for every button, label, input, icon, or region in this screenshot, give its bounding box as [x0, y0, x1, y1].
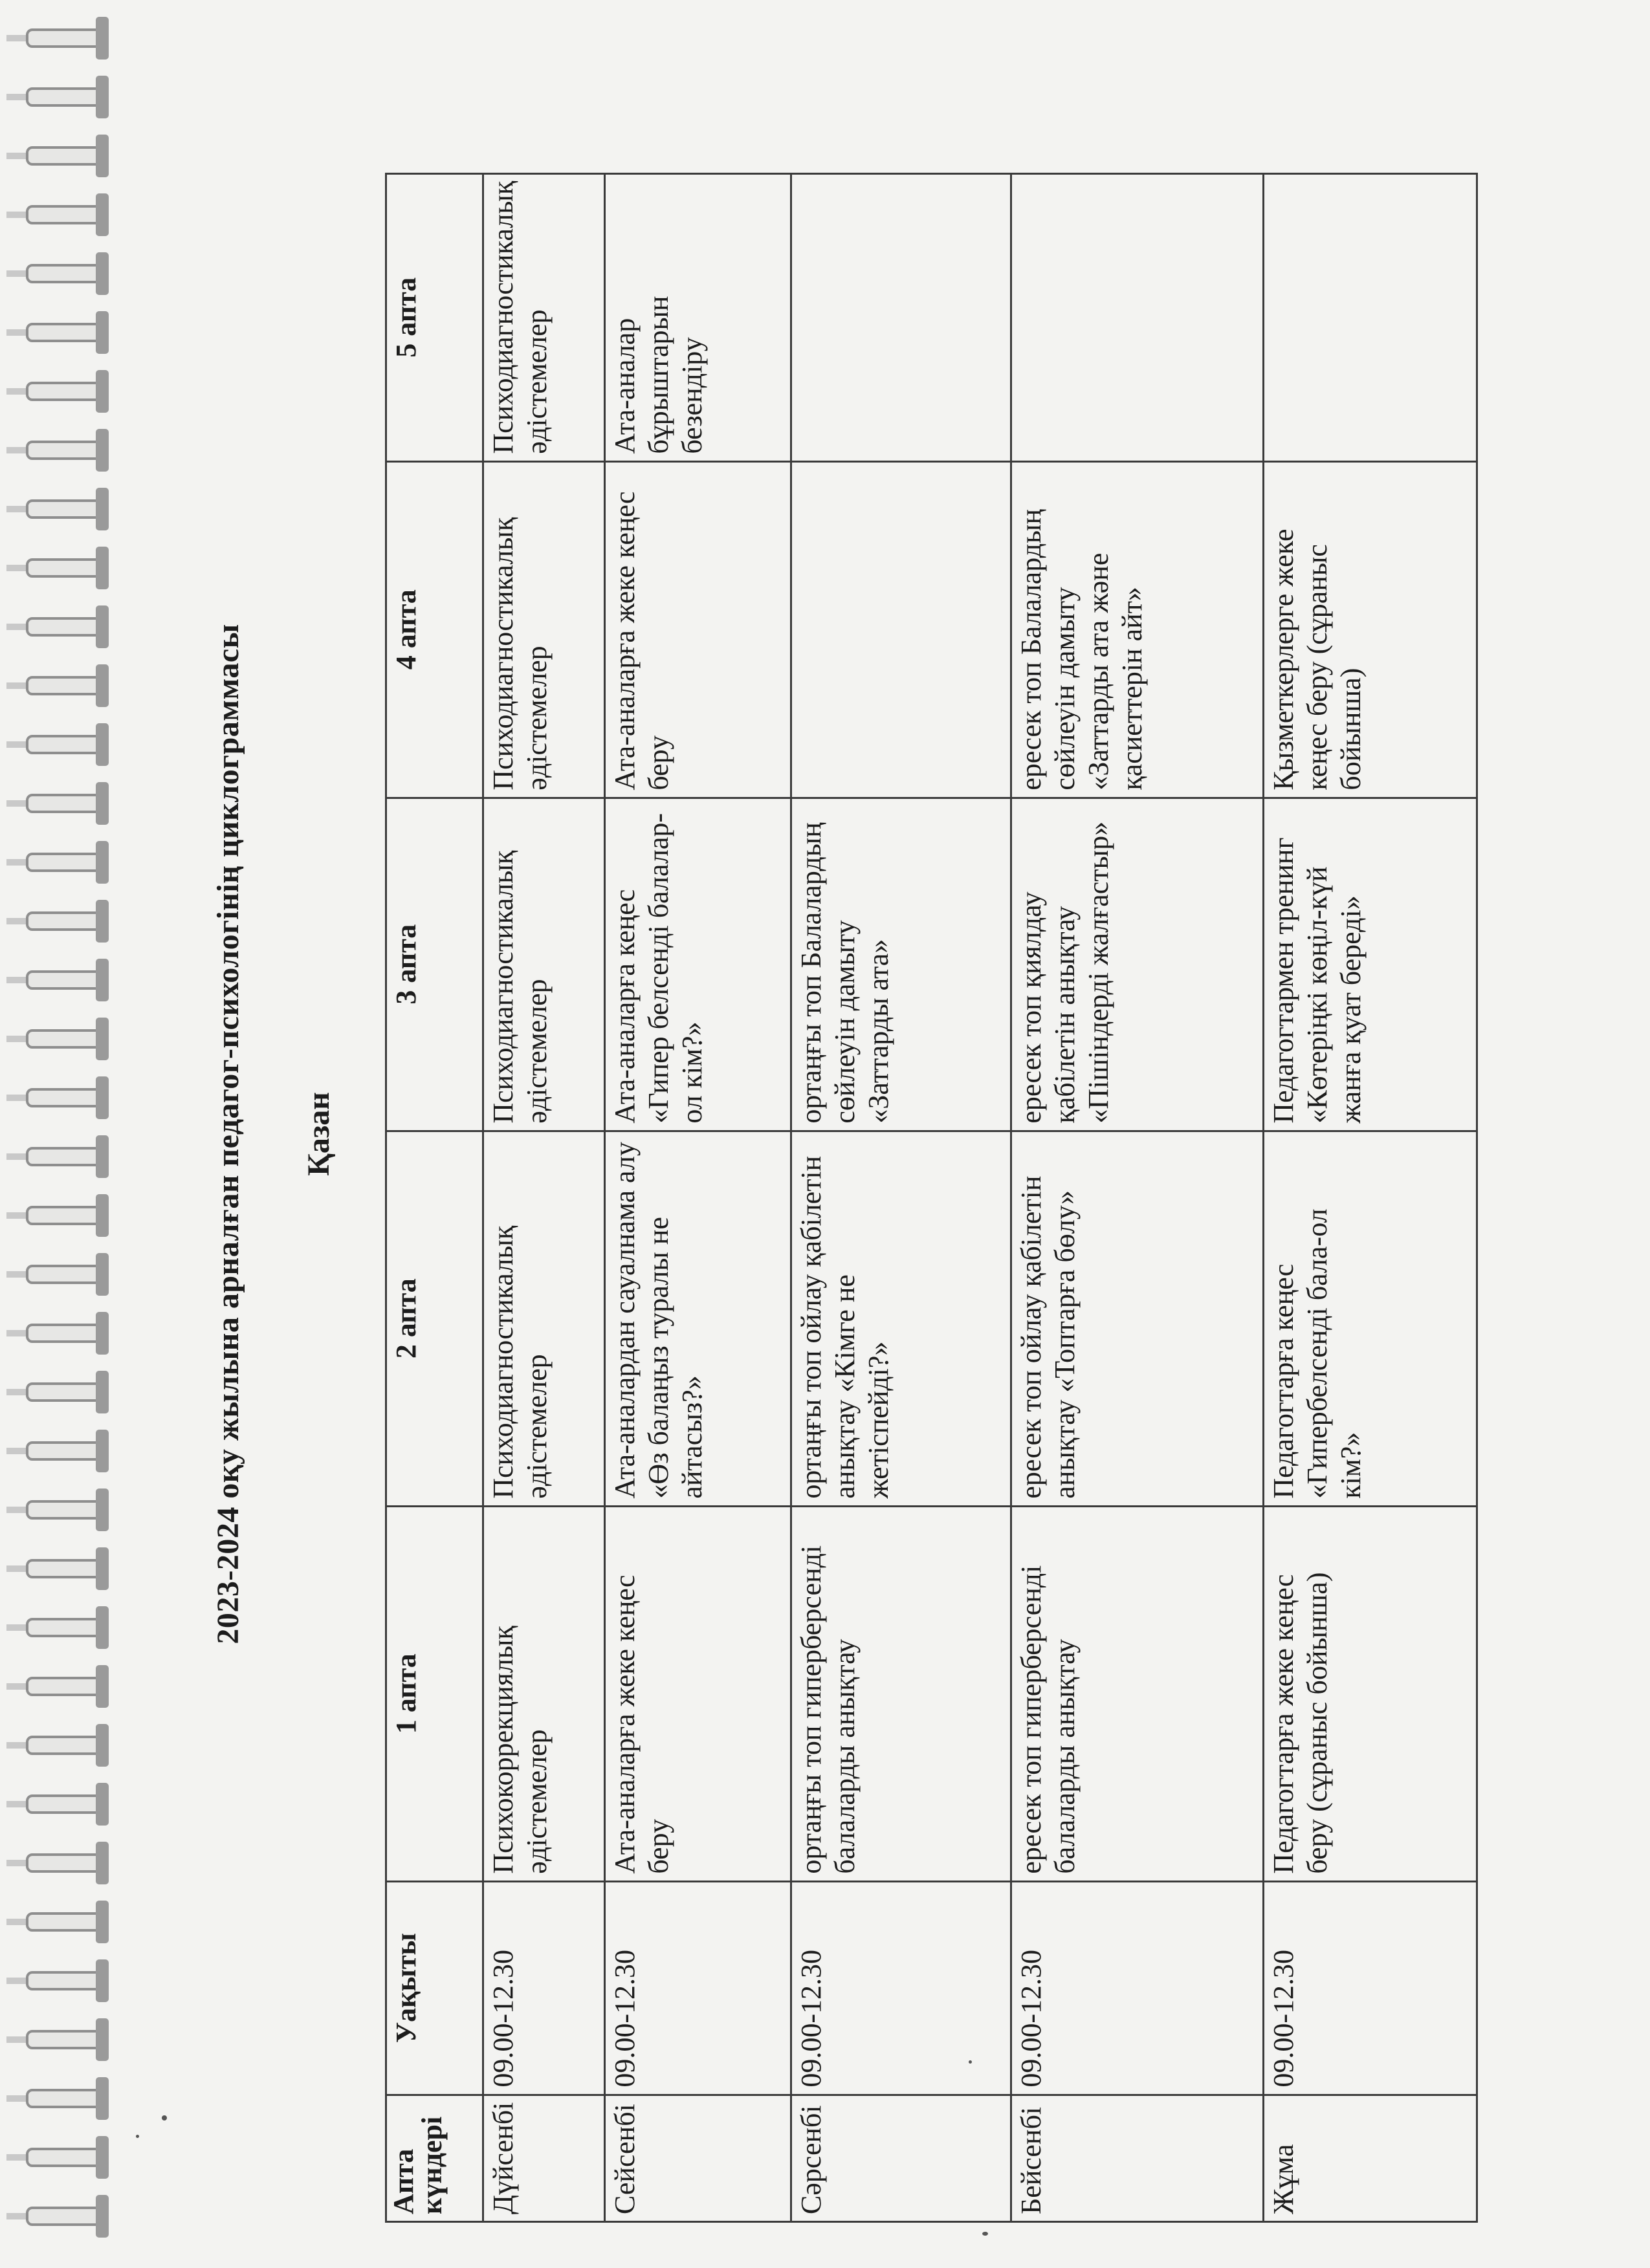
- header-time: Уақыты: [386, 1881, 483, 2095]
- table-row: [483, 173, 605, 2221]
- month-heading: Қазан: [302, 1092, 336, 1176]
- week-3-cell: ортаңғы топ Балалардың сөйлеуін дамыту «Заттарды ата»: [791, 798, 1011, 1131]
- week-1-cell: Психокоррекциялық әдістемелер: [483, 1506, 605, 1881]
- week-2-cell: Ата-аналардан сауалнама алу «Өз балаңыз туралы не айтасыз?»: [605, 1131, 791, 1506]
- week-4-cell: [791, 461, 1011, 798]
- day-cell: Бейсенбі: [1011, 2095, 1264, 2221]
- week-1-cell: ортаңғы топ гиперберсенді балаларды анықтау: [791, 1506, 1011, 1881]
- day-cell: Сейсенбі: [605, 2095, 791, 2221]
- week-3-cell: Педагогтармен тренинг «Көтеріңкі көңіл-күй жанға қуат береді»: [1264, 798, 1477, 1131]
- table-row: [1011, 173, 1264, 2221]
- week-2-cell: ортаңғы топ ойлау қабілетін анықтау «Кімге не жетіспейді?»: [791, 1131, 1011, 1506]
- week-5-cell: [1264, 173, 1477, 461]
- header-week-4: 4 апта: [386, 461, 483, 798]
- header-week-2: 2 апта: [386, 1131, 483, 1506]
- table-header-row: [386, 173, 483, 2221]
- document-title: 2023-2024 оқу жылына арналған педагог-психологінің циклограммасы: [211, 624, 245, 1644]
- time-cell: 09.00-12.30: [791, 1881, 1011, 2095]
- cyclogram-table: [385, 173, 1478, 2223]
- week-3-cell: Психодиагностикалық әдістемелер: [483, 798, 605, 1131]
- time-cell: 09.00-12.30: [483, 1881, 605, 2095]
- header-week-1: 1 апта: [386, 1506, 483, 1881]
- week-2-cell: ересек топ ойлау қабілетін анықтау «Топтарға бөлу»: [1011, 1131, 1264, 1506]
- table-row: [605, 173, 791, 2221]
- week-1-cell: Ата-аналарға жеке кеңес беру: [605, 1506, 791, 1881]
- table-row: [1264, 173, 1477, 2221]
- header-week-3: 3 апта: [386, 798, 483, 1131]
- week-3-cell: ересек топ қиялдау қабілетін анықтау «Пішіндерді жалғастыр»: [1011, 798, 1264, 1131]
- week-1-cell: Педагогтарға жеке кеңес беру (сұраныс бойынша): [1264, 1506, 1477, 1881]
- time-cell: 09.00-12.30: [1011, 1881, 1264, 2095]
- table-row: [791, 173, 1011, 2221]
- week-2-cell: Психодиагностикалық әдістемелер: [483, 1131, 605, 1506]
- week-1-cell: ересек топ гиперберсенді балаларды анықтау: [1011, 1506, 1264, 1881]
- week-2-cell: Педагогтарға кеңес «Гипербелсенді бала-ол кім?»: [1264, 1131, 1477, 1506]
- week-4-cell: Психодиагностикалық әдістемелер: [483, 461, 605, 798]
- week-3-cell: Ата-аналарға кеңес «Гипер белсенді балалар-ол кім?»: [605, 798, 791, 1131]
- week-5-cell: Психодиагностикалық әдістемелер: [483, 173, 605, 461]
- day-cell: Дүйсенбі: [483, 2095, 605, 2221]
- week-4-cell: Ата-аналарға жеке кеңес беру: [605, 461, 791, 798]
- header-week-days: Апта күндері: [386, 2095, 483, 2221]
- week-4-cell: ересек топ Балалардың сөйлеуін дамыту «Заттарды ата және қасиеттерін айт»: [1011, 461, 1264, 798]
- week-4-cell: Қызметкерлерге жеке кеңес беру (сұраныс бойынша): [1264, 461, 1477, 798]
- week-5-cell: [1011, 173, 1264, 461]
- day-cell: Сәрсенбі: [791, 2095, 1011, 2221]
- time-cell: 09.00-12.30: [605, 1881, 791, 2095]
- day-cell: Жұма: [1264, 2095, 1477, 2221]
- week-5-cell: [791, 173, 1011, 461]
- week-5-cell: Ата-аналар бұрыштарын безендіру: [605, 173, 791, 461]
- header-week-5: 5 апта: [386, 173, 483, 461]
- time-cell: 09.00-12.30: [1264, 1881, 1477, 2095]
